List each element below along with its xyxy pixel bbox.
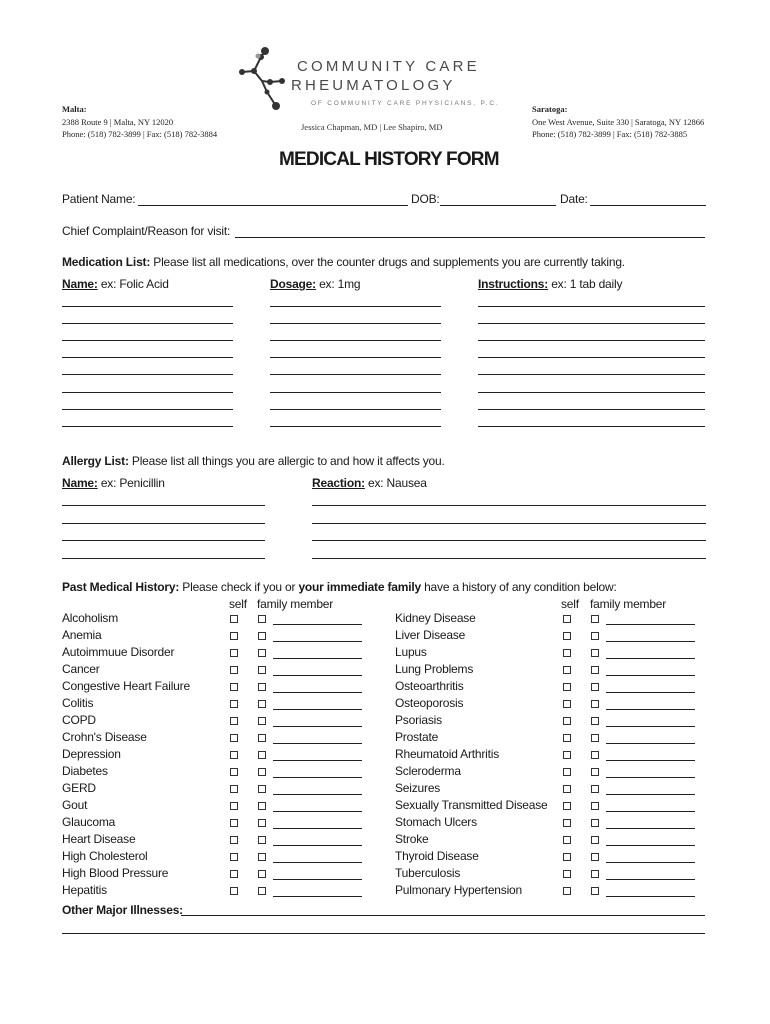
condition-label: Hepatitis: [62, 883, 107, 897]
condition-label: Stroke: [395, 832, 429, 846]
condition-label: Autoimmuue Disorder: [62, 645, 175, 659]
self-checkbox[interactable]: [230, 666, 238, 674]
med-name-line[interactable]: [62, 409, 233, 410]
med-dosage-line[interactable]: [270, 340, 441, 341]
med-instructions-line[interactable]: [478, 357, 705, 358]
self-checkbox[interactable]: [230, 887, 238, 895]
family-checkbox[interactable]: [258, 768, 266, 776]
family-checkbox[interactable]: [591, 666, 599, 674]
family-member-line[interactable]: [606, 726, 695, 727]
condition-label: Glaucoma: [62, 815, 116, 829]
med-name-line[interactable]: [62, 340, 233, 341]
med-name-header: [62, 277, 169, 291]
date-label: Date:: [560, 192, 588, 206]
med-dosage-line[interactable]: [270, 323, 441, 324]
self-checkbox[interactable]: [563, 751, 571, 759]
family-member-line[interactable]: [273, 879, 362, 880]
family-checkbox[interactable]: [258, 683, 266, 691]
allergy-reaction-header: [312, 476, 427, 490]
allergy-reaction-label: Reaction:: [312, 476, 365, 490]
family-checkbox[interactable]: [258, 615, 266, 623]
family-member-line[interactable]: [273, 811, 362, 812]
family-checkbox[interactable]: [258, 666, 266, 674]
medication-heading: [62, 255, 625, 269]
family-checkbox[interactable]: [591, 717, 599, 725]
med-name-line[interactable]: [62, 306, 233, 307]
condition-label: Alcoholism: [62, 611, 119, 625]
left-family-header: family member: [257, 597, 334, 611]
family-checkbox[interactable]: [591, 751, 599, 759]
left-self-header: self: [229, 597, 247, 611]
med-name-line[interactable]: [62, 357, 233, 358]
family-checkbox[interactable]: [591, 683, 599, 691]
condition-label: Heart Disease: [62, 832, 136, 846]
family-member-line[interactable]: [606, 709, 695, 710]
date-field[interactable]: [590, 205, 706, 206]
self-checkbox[interactable]: [230, 768, 238, 776]
self-checkbox[interactable]: [563, 819, 571, 827]
logo-title-line2: RHEUMATOLOGY: [291, 77, 456, 94]
med-instructions-line[interactable]: [478, 323, 705, 324]
self-checkbox[interactable]: [563, 853, 571, 861]
family-checkbox[interactable]: [591, 802, 599, 810]
family-checkbox[interactable]: [591, 734, 599, 742]
self-checkbox[interactable]: [230, 802, 238, 810]
med-name-example: ex: Folic Acid: [97, 277, 169, 291]
condition-label: Seizures: [395, 781, 441, 795]
family-checkbox[interactable]: [258, 887, 266, 895]
family-member-line[interactable]: [273, 896, 362, 897]
condition-label: Scleroderma: [395, 764, 461, 778]
condition-label: Osteoarthritis: [395, 679, 464, 693]
family-member-line[interactable]: [606, 760, 695, 761]
condition-label: Stomach Ulcers: [395, 815, 477, 829]
condition-label: Sexually Transmitted Disease: [395, 798, 548, 812]
malta-office-title: Malta:: [62, 104, 87, 114]
family-member-line[interactable]: [606, 743, 695, 744]
med-dosage-line[interactable]: [270, 357, 441, 358]
self-checkbox[interactable]: [563, 870, 571, 878]
medication-heading-bold: Medication List:: [62, 255, 151, 269]
family-checkbox[interactable]: [591, 836, 599, 844]
family-checkbox[interactable]: [591, 853, 599, 861]
allergy-name-line[interactable]: [62, 505, 265, 506]
family-member-line[interactable]: [273, 845, 362, 846]
condition-label: Colitis: [62, 696, 94, 710]
saratoga-office-address: One West Avenue, Suite 330 | Saratoga, NY 12866: [532, 116, 705, 127]
condition-label: Tuberculosis: [395, 866, 461, 880]
dob-field[interactable]: [440, 205, 556, 206]
family-member-line[interactable]: [606, 675, 695, 676]
self-checkbox[interactable]: [230, 836, 238, 844]
form-title: MEDICAL HISTORY FORM: [279, 149, 499, 170]
family-member-line[interactable]: [606, 879, 695, 880]
family-member-line[interactable]: [273, 692, 362, 693]
self-checkbox[interactable]: [230, 785, 238, 793]
family-checkbox[interactable]: [591, 768, 599, 776]
med-instructions-line[interactable]: [478, 340, 705, 341]
family-member-line[interactable]: [273, 658, 362, 659]
family-member-line[interactable]: [273, 624, 362, 625]
med-name-line[interactable]: [62, 374, 233, 375]
allergy-heading: [62, 454, 445, 468]
condition-label: Psoriasis: [395, 713, 442, 727]
med-instructions-line[interactable]: [478, 374, 705, 375]
condition-label: GERD: [62, 781, 96, 795]
allergy-heading-bold: Allergy List:: [62, 454, 129, 468]
allergy-reaction-line[interactable]: [312, 523, 706, 524]
self-checkbox[interactable]: [230, 870, 238, 878]
self-checkbox[interactable]: [563, 615, 571, 623]
condition-label: High Cholesterol: [62, 849, 148, 863]
family-member-line[interactable]: [606, 658, 695, 659]
family-member-line[interactable]: [606, 845, 695, 846]
self-checkbox[interactable]: [230, 632, 238, 640]
condition-label: Rheumatoid Arthritis: [395, 747, 500, 761]
med-dosage-example: ex: 1mg: [315, 277, 361, 291]
med-dosage-line[interactable]: [270, 374, 441, 375]
family-member-line[interactable]: [273, 641, 362, 642]
family-checkbox[interactable]: [258, 649, 266, 657]
family-checkbox[interactable]: [258, 632, 266, 640]
patient-name-field[interactable]: [138, 205, 408, 206]
saratoga-office: [532, 103, 704, 141]
med-instructions-example: ex: 1 tab daily: [548, 277, 623, 291]
med-name-line[interactable]: [62, 323, 233, 324]
family-member-line[interactable]: [606, 811, 695, 812]
med-dosage-line[interactable]: [270, 409, 441, 410]
self-checkbox[interactable]: [230, 734, 238, 742]
allergy-reaction-example: ex: Nausea: [364, 476, 427, 490]
other-illnesses-field-2[interactable]: [62, 933, 705, 934]
med-dosage-line[interactable]: [270, 392, 441, 393]
family-member-line[interactable]: [606, 828, 695, 829]
family-checkbox[interactable]: [258, 700, 266, 708]
self-checkbox[interactable]: [230, 683, 238, 691]
family-checkbox[interactable]: [591, 785, 599, 793]
allergy-name-label: Name:: [62, 476, 98, 490]
allergy-heading-text: Please list all things you are allergic to and how it affects you.: [128, 454, 445, 468]
family-checkbox[interactable]: [258, 853, 266, 861]
family-member-line[interactable]: [606, 777, 695, 778]
med-instructions-line[interactable]: [478, 426, 705, 427]
med-instructions-line[interactable]: [478, 306, 705, 307]
family-checkbox[interactable]: [591, 632, 599, 640]
family-member-line[interactable]: [273, 726, 362, 727]
chief-complaint-label: Chief Complaint/Reason for visit:: [62, 224, 231, 238]
family-checkbox[interactable]: [591, 649, 599, 657]
family-member-line[interactable]: [273, 743, 362, 744]
family-member-line[interactable]: [606, 896, 695, 897]
condition-label: High Blood Pressure: [62, 866, 169, 880]
self-checkbox[interactable]: [563, 836, 571, 844]
self-checkbox[interactable]: [563, 734, 571, 742]
family-member-line[interactable]: [273, 828, 362, 829]
chief-complaint-field[interactable]: [235, 237, 705, 238]
condition-label: Gout: [62, 798, 88, 812]
condition-label: Congestive Heart Failure: [62, 679, 190, 693]
self-checkbox[interactable]: [230, 751, 238, 759]
history-heading-end: have a history of any condition below:: [420, 580, 617, 594]
family-checkbox[interactable]: [258, 819, 266, 827]
condition-label: Cancer: [62, 662, 100, 676]
dob-label: DOB:: [411, 192, 440, 206]
self-checkbox[interactable]: [230, 615, 238, 623]
self-checkbox[interactable]: [563, 802, 571, 810]
history-heading-bold2: your immediate family: [298, 580, 421, 594]
allergy-name-line[interactable]: [62, 540, 265, 541]
family-checkbox[interactable]: [258, 751, 266, 759]
allergy-reaction-line[interactable]: [312, 505, 706, 506]
med-instructions-line[interactable]: [478, 392, 705, 393]
self-checkbox[interactable]: [563, 700, 571, 708]
saratoga-office-phone: Phone: (518) 782-3899 | Fax: (518) 782-3885: [532, 129, 688, 139]
patient-name-label: Patient Name:: [62, 192, 136, 206]
condition-label: Anemia: [62, 628, 102, 642]
condition-label: Depression: [62, 747, 121, 761]
self-checkbox[interactable]: [563, 887, 571, 895]
family-checkbox[interactable]: [591, 887, 599, 895]
med-instructions-line[interactable]: [478, 409, 705, 410]
family-member-line[interactable]: [606, 692, 695, 693]
family-checkbox[interactable]: [258, 870, 266, 878]
medication-heading-text: Please list all medications, over the counter drugs and supplements you are currently taking.: [150, 255, 625, 269]
med-instructions-label: Instructions:: [478, 277, 549, 291]
malta-office-address: 2388 Route 9 | Malta, NY 12020: [62, 116, 174, 127]
family-member-line[interactable]: [606, 794, 695, 795]
allergy-name-line[interactable]: [62, 558, 265, 559]
med-dosage-line[interactable]: [270, 306, 441, 307]
history-heading: [62, 580, 617, 594]
family-member-line[interactable]: [606, 862, 695, 863]
family-checkbox[interactable]: [591, 870, 599, 878]
self-checkbox[interactable]: [563, 666, 571, 674]
condition-label: Osteoporosis: [395, 696, 464, 710]
self-checkbox[interactable]: [563, 683, 571, 691]
right-family-header: family member: [590, 597, 667, 611]
med-dosage-header: [270, 277, 360, 291]
allergy-name-line[interactable]: [62, 523, 265, 524]
other-illnesses-label: Other Major Illnesses:: [62, 903, 183, 917]
family-checkbox[interactable]: [258, 836, 266, 844]
family-member-line[interactable]: [273, 675, 362, 676]
allergy-name-header: [62, 476, 165, 490]
family-member-line[interactable]: [273, 862, 362, 863]
logo-icon: [232, 44, 294, 116]
self-checkbox[interactable]: [230, 700, 238, 708]
history-heading-text: Please check if you or: [179, 580, 299, 594]
self-checkbox[interactable]: [563, 649, 571, 657]
condition-label: Lung Problems: [395, 662, 474, 676]
right-self-header: self: [561, 597, 579, 611]
family-member-line[interactable]: [273, 777, 362, 778]
family-checkbox[interactable]: [591, 615, 599, 623]
allergy-name-example: ex: Penicillin: [97, 476, 165, 490]
logo-subtitle: OF COMMUNITY CARE PHYSICIANS, P.C.: [311, 100, 500, 107]
logo-title-line1: COMMUNITY CARE: [297, 58, 480, 75]
condition-label: Pulmonary Hypertension: [395, 883, 522, 897]
med-instructions-header: [478, 277, 622, 291]
med-name-label: Name:: [62, 277, 98, 291]
doctor-names: Jessica Chapman, MD | Lee Shapiro, MD: [301, 122, 443, 132]
family-checkbox[interactable]: [258, 785, 266, 793]
family-member-line[interactable]: [606, 641, 695, 642]
family-member-line[interactable]: [273, 709, 362, 710]
family-member-line[interactable]: [273, 794, 362, 795]
med-dosage-line[interactable]: [270, 426, 441, 427]
self-checkbox[interactable]: [230, 853, 238, 861]
family-member-line[interactable]: [273, 760, 362, 761]
family-member-line[interactable]: [606, 624, 695, 625]
self-checkbox[interactable]: [563, 632, 571, 640]
med-name-line[interactable]: [62, 426, 233, 427]
family-checkbox[interactable]: [591, 819, 599, 827]
family-checkbox[interactable]: [258, 734, 266, 742]
condition-label: Prostate: [395, 730, 439, 744]
med-name-line[interactable]: [62, 392, 233, 393]
condition-label: Thyroid Disease: [395, 849, 479, 863]
med-dosage-label: Dosage:: [270, 277, 316, 291]
malta-office-phone: Phone: (518) 782-3899 | Fax: (518) 782-3884: [62, 129, 218, 139]
condition-label: Lupus: [395, 645, 427, 659]
self-checkbox[interactable]: [230, 819, 238, 827]
condition-label: Crohn's Disease: [62, 730, 147, 744]
self-checkbox[interactable]: [230, 717, 238, 725]
self-checkbox[interactable]: [563, 768, 571, 776]
condition-label: Diabetes: [62, 764, 108, 778]
saratoga-office-title: Saratoga:: [532, 104, 568, 114]
family-checkbox[interactable]: [258, 802, 266, 810]
self-checkbox[interactable]: [563, 717, 571, 725]
allergy-reaction-line[interactable]: [312, 540, 706, 541]
family-checkbox[interactable]: [258, 717, 266, 725]
family-checkbox[interactable]: [591, 700, 599, 708]
condition-label: Liver Disease: [395, 628, 466, 642]
self-checkbox[interactable]: [563, 785, 571, 793]
other-illnesses-field[interactable]: [181, 915, 705, 916]
malta-office: [62, 103, 217, 141]
condition-label: COPD: [62, 713, 96, 727]
self-checkbox[interactable]: [230, 649, 238, 657]
allergy-reaction-line[interactable]: [312, 558, 706, 559]
history-heading-bold: Past Medical History:: [62, 580, 180, 594]
condition-label: Kidney Disease: [395, 611, 476, 625]
